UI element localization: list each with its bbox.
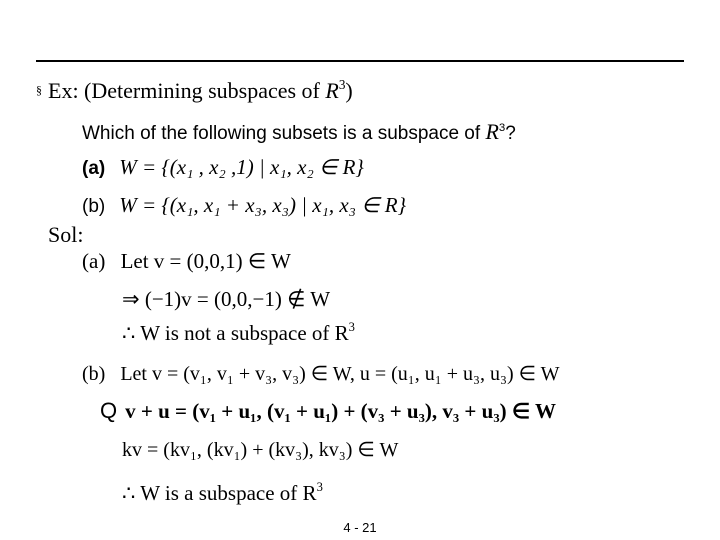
- solution-a-conclusion-text: ∴ W is not a subspace of R: [122, 321, 349, 345]
- option-b: [82, 194, 406, 216]
- heading-text: Ex: (Determining subspaces of: [48, 78, 326, 103]
- question-exponent: 3: [498, 122, 506, 135]
- option-a-label: (a): [82, 158, 106, 179]
- example-heading: [36, 76, 353, 103]
- solution-b-sum-text: v + u = (v₁ + u₁, (v₁ + u₁) + (v₃ + u₃), v₃ + u₃) ∈ W: [125, 399, 557, 423]
- question-space: R: [485, 119, 499, 144]
- heading-exponent: 3: [338, 76, 346, 92]
- solution-a-conclusion-exponent: 3: [348, 320, 355, 335]
- bullet-icon: §: [36, 83, 42, 97]
- solution-a-step: ⇒ (−1)v = (0,0,−1) ∉ W: [122, 287, 331, 311]
- solution-b-conclusion-text: ∴ W is a subspace of R: [122, 481, 317, 505]
- solution-a-conclusion: [122, 320, 355, 345]
- solution-b-let-text: Let v = (v₁, v₁ + v₃, v₃) ∈ W, u = (u₁, u₁ + u₃, u₃) ∈ W: [120, 363, 560, 385]
- option-a: [82, 156, 364, 178]
- solution-b-let: [82, 364, 560, 384]
- question-text: [82, 121, 516, 143]
- option-a-set: W = {(x₁ , x₂ ,1) | x₁, x₂ ∈ R}: [119, 155, 364, 179]
- solution-b-conclusion-exponent: 3: [316, 480, 323, 495]
- solution-b-label: (b): [82, 363, 106, 385]
- heading-space: R: [325, 78, 339, 103]
- option-b-set: W = {(x₁, x₁ + x₃, x₃) | x₁, x₃ ∈ R}: [119, 193, 406, 217]
- solution-label: Sol:: [48, 222, 84, 247]
- solution-a-let: [82, 251, 291, 272]
- solution-b-sum: [100, 400, 556, 422]
- page-number: 4 - 21: [343, 520, 377, 535]
- option-b-label: (b): [82, 196, 106, 217]
- question-mark: ?: [505, 123, 516, 144]
- solution-b-scalar: kv = (kv₁, (kv₁) + (kv₃), kv₃) ∈ W: [122, 439, 399, 461]
- solution-a-label: (a): [82, 249, 106, 273]
- solution-b-conclusion: [122, 480, 323, 505]
- title-divider: [36, 60, 684, 62]
- heading-close: ): [345, 78, 353, 103]
- solution-a-let-text: Let v = (0,0,1) ∈ W: [120, 249, 291, 273]
- because-symbol: Q: [100, 398, 118, 423]
- question-body: Which of the following subsets is a subspace of: [82, 123, 486, 144]
